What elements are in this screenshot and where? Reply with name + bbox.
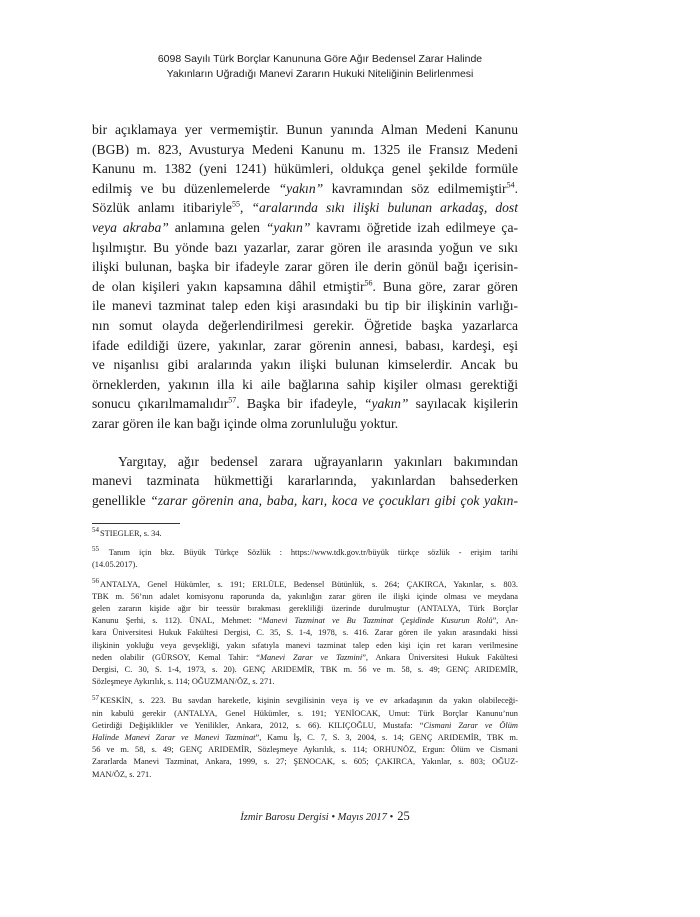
text-run: . Buna göre, zarar gören — [372, 278, 518, 294]
text-line: ilişki bulunan, başka bir ifadeyle zarar gören ile derin gönül bağı içerisin- — [92, 259, 518, 275]
footnote-text: STIEGLER, s. 34. — [100, 529, 162, 538]
text-run: anlamına gelen — [168, 219, 266, 235]
italic-term: “yakın” — [363, 396, 409, 412]
text-line: örneklerden, yakının illa ki aile bağlarına sahip kişiler olması gerektiği — [92, 376, 518, 392]
footnote-number: 55 — [92, 545, 99, 554]
text-run: kavramından söz edilmemiştir — [323, 180, 507, 196]
footnote-italic-title: Cismani Zarar ve Ölüm — [423, 720, 518, 730]
page-footer — [220, 809, 430, 824]
footnote-56 — [92, 576, 518, 689]
running-head — [120, 52, 520, 81]
text-line: edilmiş ve bu düzenlemelerde “yakın” kavramından söz edilmemiştir$^{54}$. — [92, 180, 518, 196]
footnote-57 — [92, 695, 518, 780]
running-head-line-2: Yakınların Uğradığı Manevi Zararın Hukuki Niteliğinin Belirlenmesi — [166, 67, 474, 80]
footnotes — [92, 528, 518, 788]
text-run: kavramı öğretide izah edilmeye ça- — [310, 219, 518, 235]
text-run: de olan kişileri yakın kapsamına dâhil etmiştir — [92, 278, 365, 294]
text-line — [92, 277, 518, 297]
body-text — [92, 120, 518, 510]
footnote-line: 56 ve m. 58, s. 49; GENÇ ARIDEMİR, Sözleşmeye Aykırılık, s. 114; ORHUNÖZ, Ergun: Ölüm ve Cismani — [92, 745, 518, 755]
footnote-line: Zararlarda Manevi Tazminat, Ankara, 1999, s. 27; ŞENOCAK, s. 605; ÇAKIRCA, Yakınlar, s. 803; OĞUZ- — [92, 757, 518, 767]
footnote-text: Tanım için bkz. Büyük Türkçe Sözlük : https://www.tdk.gov.tr/büyük türkçe sözlük - erişim tarihi — [108, 548, 518, 558]
text-line: lışılmıştır. Bu yönde bazı yazarlar, zarar gören ile arasında yoğun ve sıkı — [92, 239, 518, 255]
footnote-text: ”, Kamu İş, C. 7, S. 3, 2004, s. 14; GENÇ ARIDEMİR, TBK m. — [255, 733, 519, 743]
text-line — [92, 394, 518, 414]
page-number: 25 — [397, 809, 410, 823]
italic-term: “yakın” — [265, 219, 311, 235]
footnote-text: KESKİN, s. 223. Bu savdan hareketle, kişinin sevgilisinin veya iş ve ev arkadaşının da yakın olabileceği- — [100, 696, 518, 706]
footnote-italic-title: Manevi Tazminat ve Bu Tazminat Çeşidinde Kusurun Rolü — [262, 616, 493, 626]
text-line: Yargıtay, ağır bedensel zarara uğrayanların yakınları bakımından — [118, 453, 518, 469]
footnote-line: gelen zararın kişide ağır bir teessür bırakması gerekliliği üzerinde durulmuştur (ANTALYA, Türk Borçlar — [92, 604, 518, 614]
footnote-number: 54 — [92, 526, 99, 535]
footnote-line — [92, 576, 518, 591]
text-line — [92, 218, 518, 238]
footnote-line: Sözleşmeye Aykırılık, s. 114; OĞUZMAN/ÖZ, s. 271. — [92, 677, 275, 687]
footnote-separator — [92, 523, 180, 524]
footnote-line: ilişkinin yokluğu veya gevşekliği, yakın sıfatıyla manevi tazminat talep eden kişi için ret kararı verilmesine — [92, 640, 518, 650]
footnote-line: MAN/ÖZ, s. 271. — [92, 769, 152, 779]
footnote-line: (14.05.2017). — [92, 560, 138, 570]
italic-quote: “aralarında sıkı ilişki bulunan arkadaş, dost — [251, 200, 518, 216]
text-run: Sözlük anlamı itibariyle — [92, 200, 232, 216]
footnote-italic-title: Halinde Manevi Zarar ve Manevi Tazminat — [92, 733, 256, 743]
text-line: zarar gören ile kan bağı içinde olma zorunluluğu yoktur. — [92, 415, 399, 431]
text-line: Sözlük anlamı itibariyle$^{55}$, “aralarında sıkı ilişki bulunan arkadaş, dost — [92, 199, 518, 216]
italic-term: “yakın” — [278, 180, 324, 196]
footnote-line: nin kabulü gerekir (ANTALYA, Genel Hükümler, s. 191; YENİOCAK, Umut: Türk Borçlar Kanunu’nun — [92, 708, 518, 718]
paragraph-2 — [92, 452, 518, 511]
footnote-54 — [92, 528, 518, 540]
footnote-text: ”, An- — [492, 616, 518, 626]
text-line: ile manevi tazminat talep eden kişi arasındaki bu tip bir ilişkinin varlığı- — [92, 298, 518, 314]
text-run: genellikle — [92, 492, 151, 508]
footnote-line — [92, 720, 518, 732]
text-line: bir açıklamaya yer vermemiştir. Bunun yanında Alman Medeni Kanunu — [92, 122, 518, 137]
paragraph-1 — [92, 120, 518, 434]
footnote-number: 57 — [92, 693, 99, 702]
running-head-line-1: 6098 Sayılı Türk Borçlar Kanununa Göre Ağır Bedensel Zarar Halinde — [157, 53, 483, 65]
footnote-line — [92, 695, 518, 707]
text-line: ifade edildiği üzere, yakınlar, zarar görenin annesi, babası, kardeşi, eşi — [92, 337, 518, 353]
footnote-number: 56 — [92, 576, 99, 585]
footnote-55 — [92, 547, 518, 571]
footnote-ref-57[interactable]: 57 — [228, 395, 237, 405]
text-line: Kanunu m. 1382 (yeni 1241) hükümleri, oldukça genel şekilde formüle — [92, 161, 518, 177]
footnote-text: ”, Ankara Üniversitesi Hukuk Fakültesi — [362, 652, 518, 662]
footnote-ref-55[interactable]: 55 — [231, 199, 240, 209]
footnote-line — [92, 615, 518, 627]
text-line — [92, 491, 518, 511]
text-line: manevi tazminata hükmettiği kararlarında, yakınlardan bahsederken — [92, 473, 518, 489]
footnote-line: kara Üniversitesi Hukuk Fakültesi Dergisi, C. 35, S. 1-4, 1978, s. 416. Zarar gören ile yakın arasındaki hissi — [92, 628, 518, 638]
text-line: (BGB) m. 823, Avusturya Medeni Kanunu m. 1325 ile Fransız Medeni — [92, 141, 518, 157]
footnote-line — [92, 547, 518, 559]
footnote-text: neden olabilir (GÜRSOY, Kemal Tahir: “ — [92, 652, 260, 662]
text-line: nın somut olayda değerlendirilmesi gerekir. Öğretide başka yazarlarca — [92, 317, 518, 333]
footnote-line — [92, 732, 518, 744]
journal-name: İzmir Barosu Dergisi • Mayıs 2017 • — [240, 812, 394, 823]
text-run: . Başka bir ifadeyle, — [236, 396, 364, 412]
footnote-text: Getirdiği Değişiklikler ve Yenilikler, Ankara, 2012, s. 66). KILIÇOĞLU, Mustafa: “ — [92, 720, 424, 730]
footnote-ref-56[interactable]: 56 — [364, 278, 373, 288]
footnote-line: Dergisi, C. 30, S. 1-4, 1973, s. 20). GENÇ ARIDEMİR, TBK m. 56 ve m. 58, s. 49; GENÇ ARIDEMİR, — [92, 665, 518, 675]
footnote-line — [92, 652, 518, 664]
text-run: edilmiş ve bu düzenlemelerde — [92, 180, 279, 196]
footnote-text: Kanunu Şerhi, s. 112). ÜNAL, Mehmet: “ — [92, 616, 263, 626]
footnote-text: ANTALYA, Genel Hükümler, s. 191; ERLÜLE, Bedensel Bütünlük, s. 264; ÇAKIRCA, Yakınlar, s. 803. — [100, 579, 518, 589]
text-run: sonucu çıkarılmamalıdır — [92, 396, 229, 412]
italic-quote: veya akraba” — [92, 219, 169, 235]
footnote-ref-54[interactable]: 54 — [506, 180, 515, 190]
footnote-line — [92, 528, 518, 540]
italic-quote: “zarar görenin ana, baba, karı, koca ve çocukları gibi çok yakın- — [150, 492, 518, 508]
footnote-line: TBK m. 56’nın adalet komisyonu raporunda da, yakınlığın zarar gören ile ilişki içinde olması ve meydana — [92, 591, 518, 601]
text-run: sayılacak kişilerin — [408, 396, 518, 412]
footnote-italic-title: Manevi Zarar ve Tazmini — [259, 652, 363, 662]
text-line: ve nişanlısı gibi aralarında yakın ilişki bulunan kimselerdir. Ancak bu — [92, 357, 518, 373]
